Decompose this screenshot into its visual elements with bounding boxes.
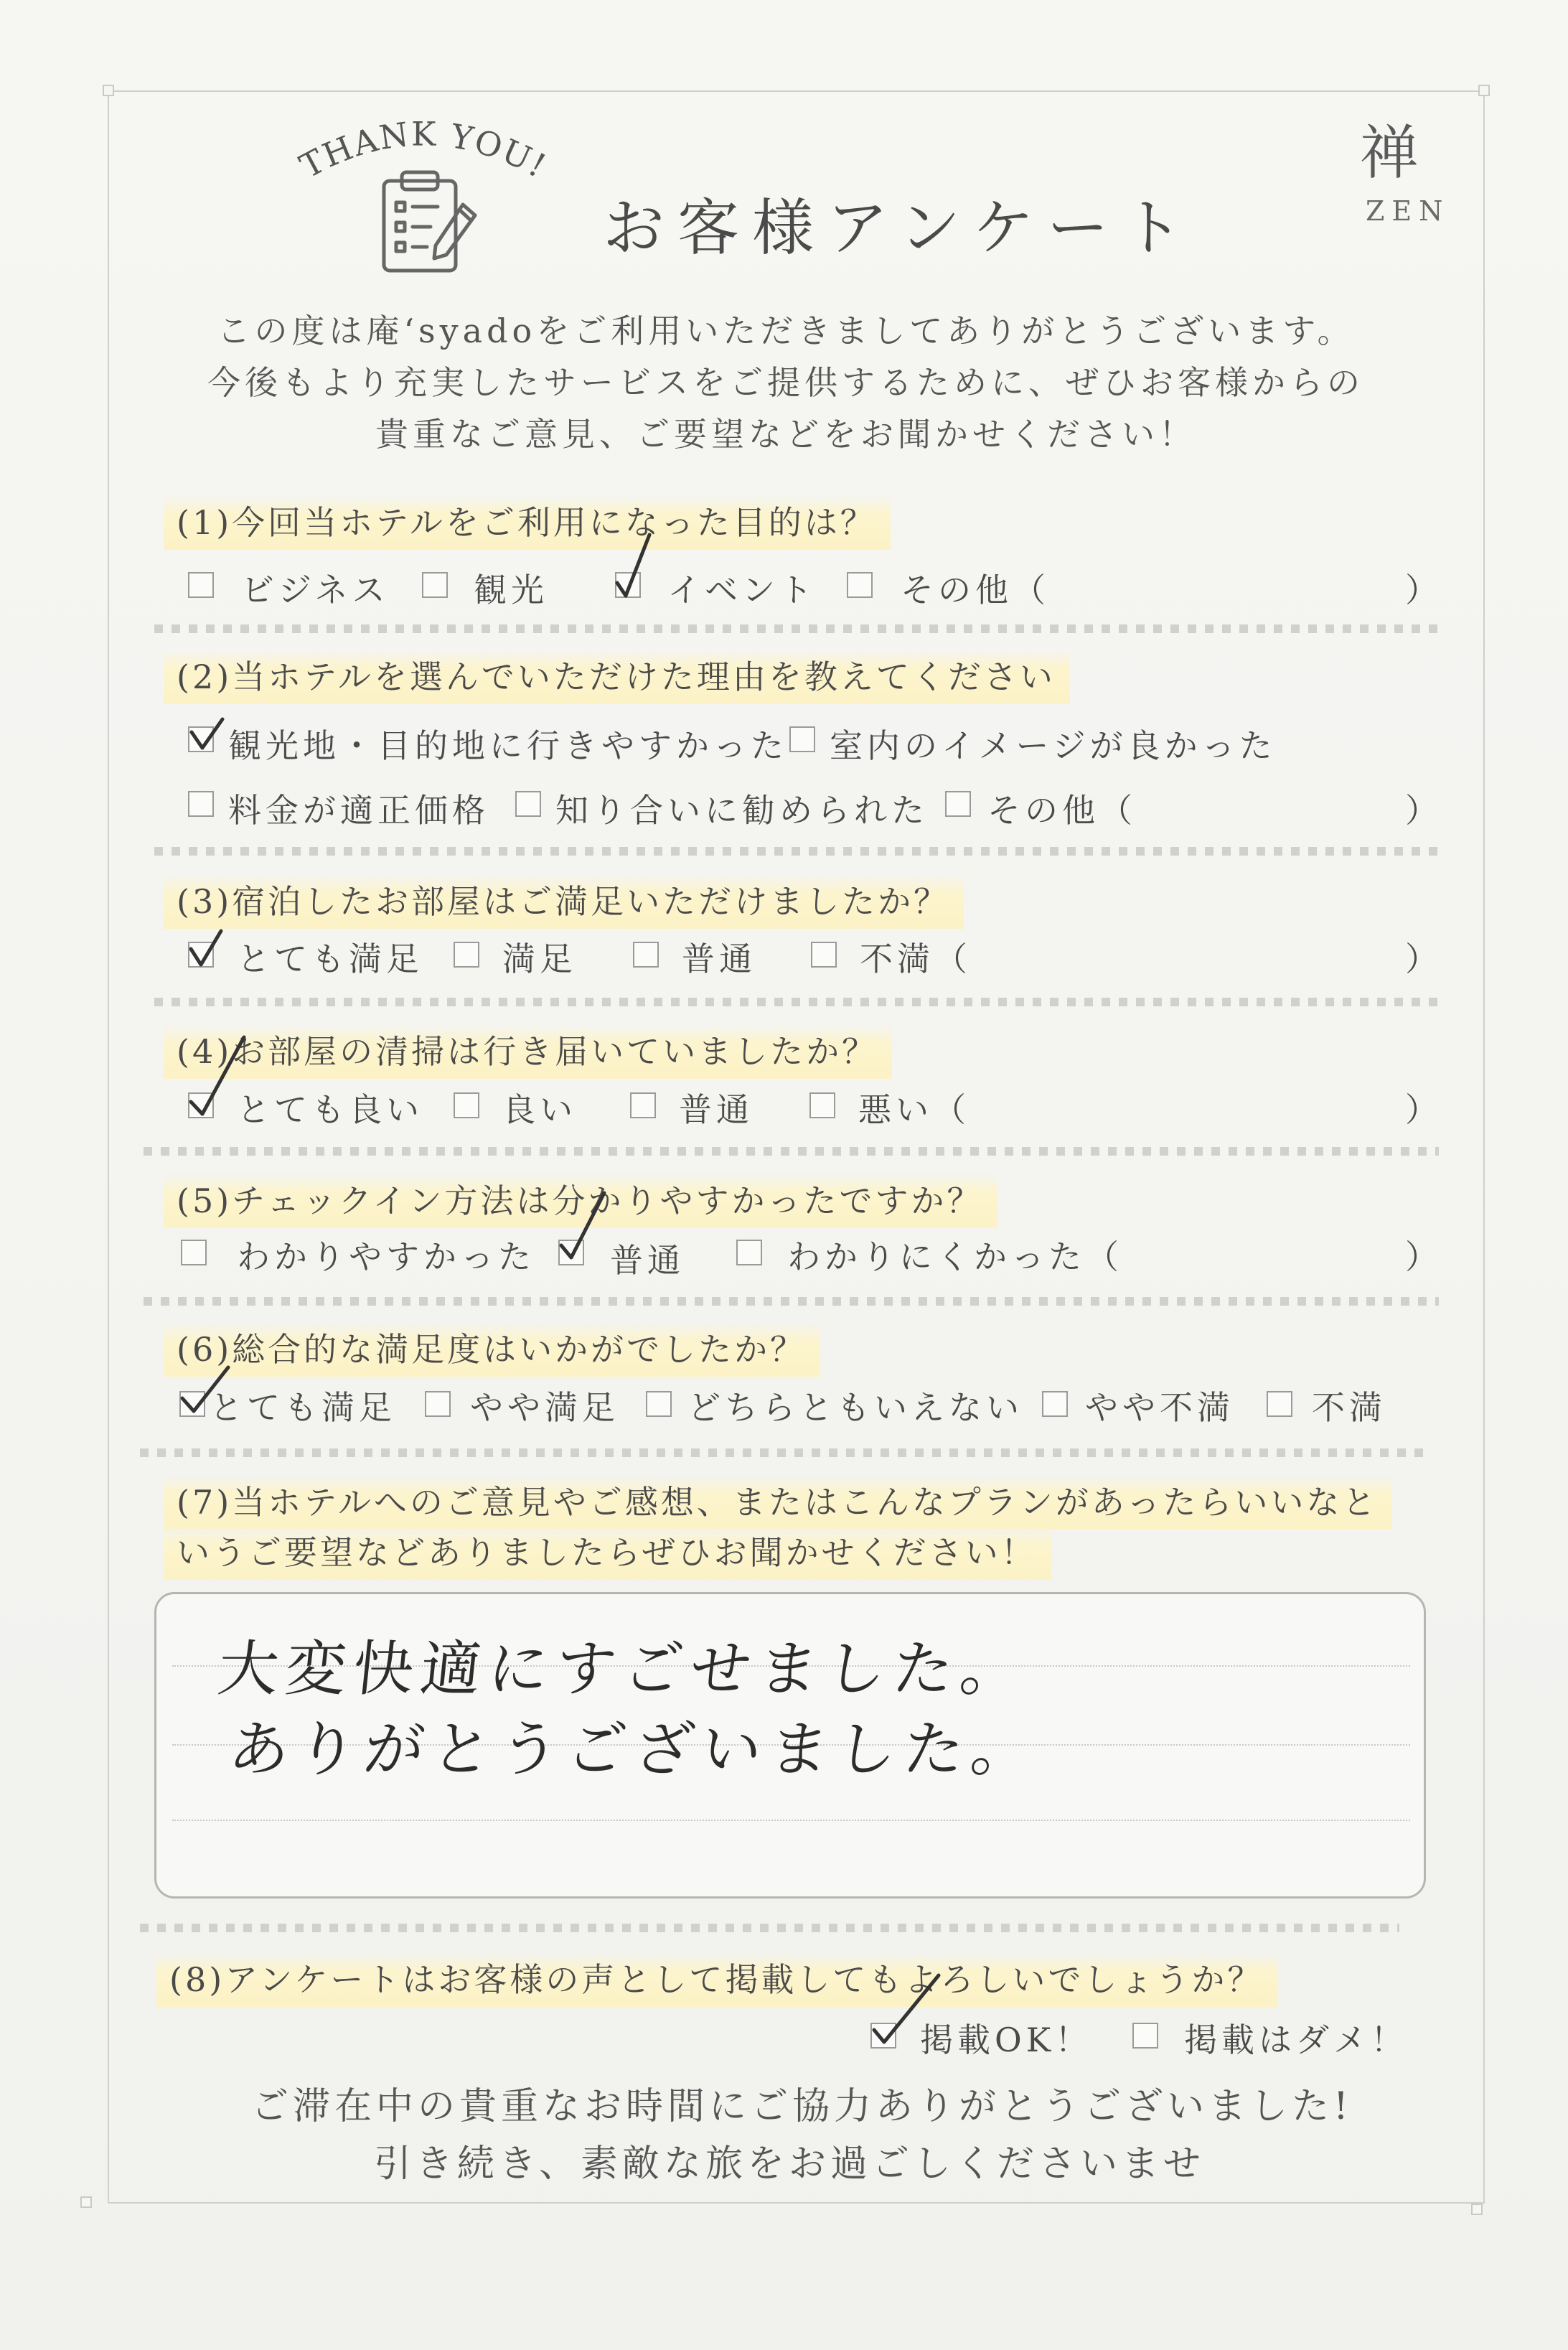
- question-8-label: (8)アンケートはお客様の声として掲載してもよろしいでしょうか？: [156, 1952, 1277, 2007]
- footer-line: 引き続き、素敵な旅をお過ごしくださいませ: [374, 2143, 1205, 2186]
- option-label: その他（: [987, 791, 1137, 830]
- option-label: 満足: [502, 940, 577, 978]
- check-mark-q8-publish-ok: [874, 1975, 939, 2042]
- option-label: やや不満: [1085, 1388, 1234, 1427]
- intro-line: 貴重なご意見、ご要望などをお聞かせください！: [375, 415, 1196, 454]
- check-mark-q4-very-good: [191, 1037, 244, 1114]
- option-label: 良い: [502, 1090, 577, 1129]
- question-6-label: (6)総合的な満足度はいかがでしたか？: [164, 1322, 820, 1377]
- question-7-label-cont: いうご要望などありましたらぜひお聞かせください！: [164, 1525, 1051, 1580]
- thank-you-arc-text: THANK YOU!: [294, 115, 554, 186]
- check-mark-q1-event: [617, 535, 649, 596]
- close-paren: ）: [1405, 791, 1438, 830]
- option-label: 悪い（: [858, 1090, 970, 1129]
- option-label: 掲載OK！: [920, 2021, 1093, 2059]
- option-label: わかりやすかった: [237, 1237, 535, 1276]
- question-2-label: (2)当ホテルを選んでいただけた理由を教えてください: [164, 650, 1070, 704]
- handwritten-answer-line: ありがとうございました。: [225, 1714, 1043, 1784]
- close-paren: ）: [1405, 1090, 1438, 1129]
- intro-line: 今後もより充実したサービスをご提供するために、ぜひお客様からの: [207, 363, 1364, 402]
- option-label: とても満足: [237, 940, 423, 978]
- question-4-label: (4)お部屋の清掃は行き届いていましたか？: [164, 1024, 892, 1079]
- close-paren: ）: [1405, 940, 1438, 978]
- footer-line: ご滞在中の貴重なお時間にご協力ありがとうございました!: [251, 2085, 1353, 2128]
- option-label: 料金が適正価格: [228, 791, 489, 830]
- question-3-label: (3)宿泊したお部屋はご満足いただけましたか？: [164, 874, 964, 929]
- close-paren: ）: [1405, 1237, 1438, 1276]
- option-label: 不満: [1312, 1388, 1386, 1427]
- option-label: 普通: [679, 1090, 754, 1129]
- question-7-label: (7)当ホテルへのご意見やご感想、またはこんなプランがあったらいいなと: [164, 1475, 1392, 1530]
- option-label: とても良い: [237, 1090, 423, 1129]
- option-label: イベント: [667, 571, 817, 609]
- page-title: お客様アンケート: [603, 192, 1196, 264]
- option-label: 普通: [682, 940, 756, 978]
- option-label: 普通: [610, 1241, 685, 1280]
- check-mark-q5-normal: [561, 1193, 604, 1258]
- question-1-label: (1)今回当ホテルをご利用になった目的は？: [164, 495, 891, 550]
- close-paren: ）: [1405, 571, 1438, 609]
- question-5-label: (5)チェックイン方法は分かりやすかったですか？: [164, 1174, 997, 1228]
- option-label: その他（: [901, 571, 1050, 609]
- option-label: とても満足: [210, 1388, 396, 1427]
- option-label: ビジネス: [241, 571, 390, 609]
- option-label: 掲載はダメ！: [1184, 2021, 1408, 2059]
- option-label: やや満足: [470, 1388, 619, 1427]
- check-mark-q2-access: [192, 719, 222, 748]
- check-mark-q3-very-satisfied: [191, 931, 221, 965]
- option-label: 知り合いに勧められた: [555, 791, 929, 830]
- option-label: どちらともいえない: [687, 1388, 1023, 1427]
- option-label: 不満（: [860, 940, 972, 978]
- check-mark-q6-very-satisfied: [182, 1367, 228, 1411]
- brand-roman: ZEN: [1366, 195, 1450, 227]
- option-label: わかりにくかった（: [787, 1237, 1123, 1276]
- option-label: 室内のイメージが良かった: [830, 726, 1277, 765]
- option-label: 観光地・目的地に行きやすかった: [228, 726, 788, 765]
- option-label: 観光: [474, 571, 548, 609]
- intro-line: この度は庵‘syadoをご利用いただきましてありがとうございます。: [217, 312, 1355, 350]
- handwritten-answer-line: 大変快適にすごせました。: [215, 1634, 1032, 1704]
- brand-kanji: 禅: [1360, 119, 1419, 187]
